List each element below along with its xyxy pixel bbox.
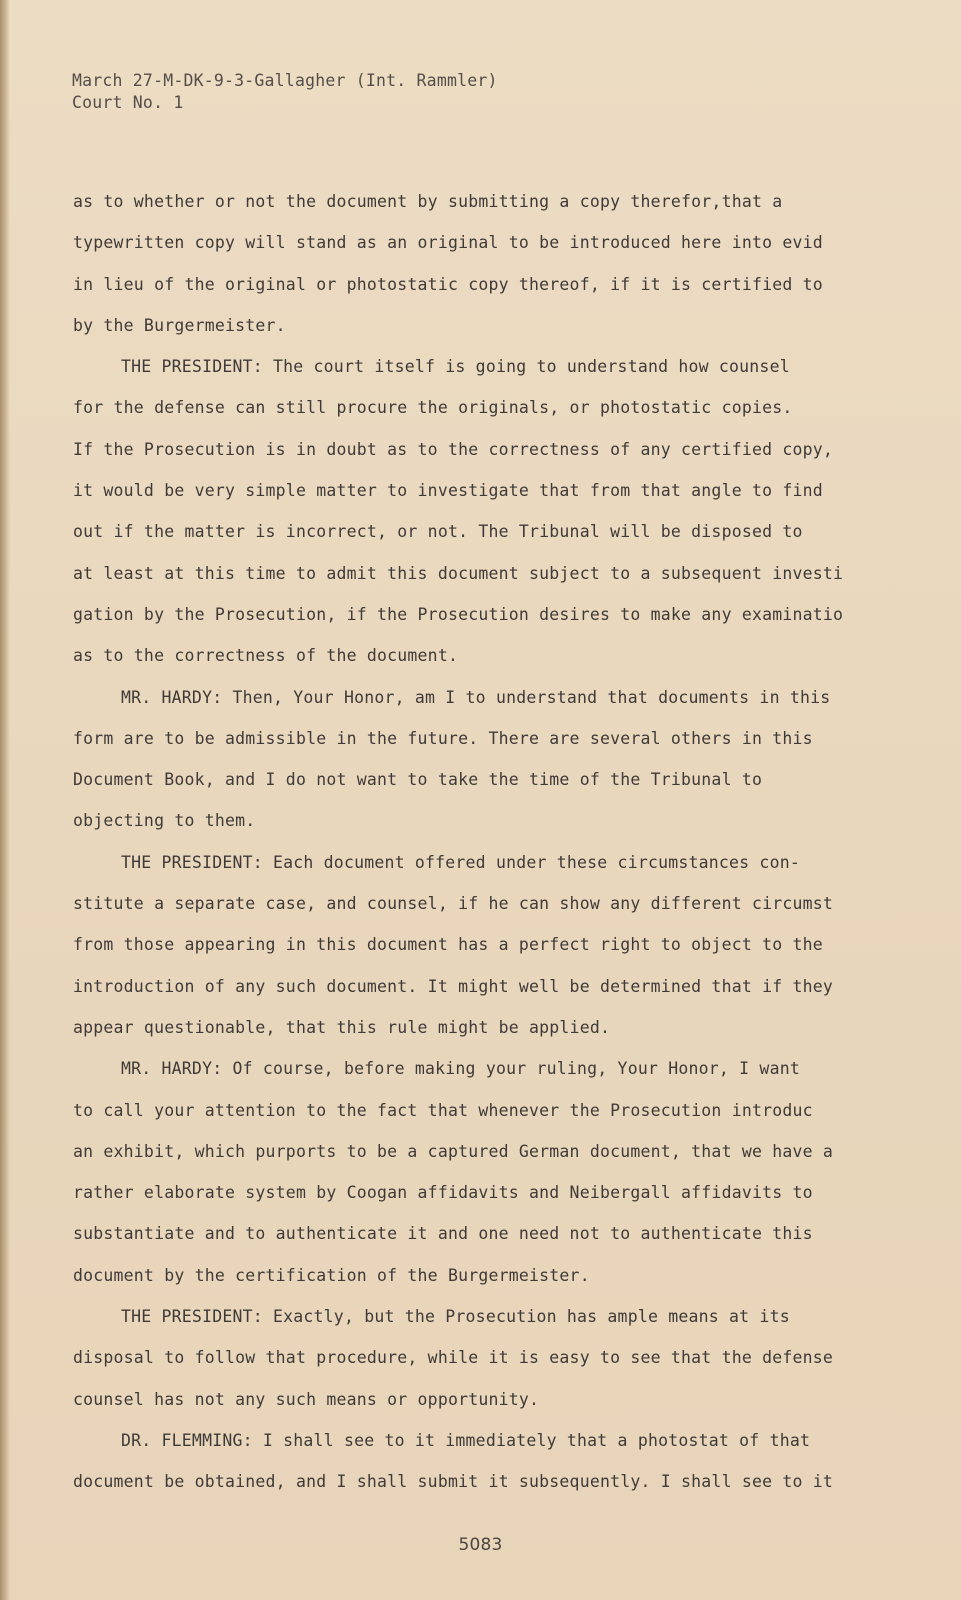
- transcript-line: MR. HARDY: Then, Your Honor, am I to understand that documents in this: [121, 687, 831, 707]
- transcript-line: for the defense can still procure the originals, or photostatic copies.: [73, 398, 793, 418]
- transcript-line: disposal to follow that procedure, while it is easy to see that the defense: [73, 1348, 834, 1368]
- transcript-line: as to the correctness of the document.: [73, 646, 459, 666]
- transcript-line: If the Prosecution is in doubt as to the correctness of any certified copy,: [73, 439, 834, 459]
- transcript-line: out if the matter is incorrect, or not. The Tribunal will be disposed to: [73, 522, 803, 542]
- transcript-line: Document Book, and I do not want to take the time of the Tribunal to: [73, 770, 763, 790]
- transcript-line: typewritten copy will stand as an original to be introduced here into evid: [73, 233, 823, 253]
- transcript-line: introduction of any such document. It might well be determined that if they: [73, 976, 834, 996]
- transcript-line: it would be very simple matter to investigate that from that angle to find: [73, 481, 823, 501]
- page-number: 5083: [458, 1535, 503, 1555]
- transcript-line: counsel has not any such means or opportunity.: [73, 1389, 540, 1409]
- transcript-line: gation by the Prosecution, if the Prosecution desires to make any examinatio: [73, 604, 844, 624]
- page-edge: [0, 0, 10, 1600]
- transcript-line: MR. HARDY: Of course, before making your ruling, Your Honor, I want: [121, 1059, 800, 1079]
- transcript-body: [73, 190, 873, 1512]
- transcript-line: stitute a separate case, and counsel, if he can show any different circumst: [73, 894, 834, 914]
- transcript-line: to call your attention to the fact that whenever the Prosecution introduc: [73, 1100, 813, 1120]
- transcript-line: in lieu of the original or photostatic copy thereof, if it is certified to: [73, 274, 823, 294]
- transcript-line: at least at this time to admit this document subject to a subsequent investi: [73, 563, 844, 583]
- transcript-line: appear questionable, that this rule might be applied.: [73, 1017, 611, 1037]
- transcript-line: from those appearing in this document has a perfect right to object to the: [73, 935, 823, 955]
- transcript-line: rather elaborate system by Coogan affidavits and Neibergall affidavits to: [73, 1183, 813, 1203]
- transcript-line: form are to be admissible in the future. There are several others in this: [73, 728, 813, 748]
- transcript-line: by the Burgermeister.: [73, 315, 286, 335]
- transcript-line: THE PRESIDENT: The court itself is going to understand how counsel: [121, 357, 790, 377]
- transcript-line: THE PRESIDENT: Exactly, but the Prosecution has ample means at its: [121, 1307, 790, 1327]
- header-session-line: March 27-M-DK-9-3-Gallagher (Int. Rammler): [72, 71, 498, 90]
- transcript-line: an exhibit, which purports to be a captured German document, that we have a: [73, 1141, 834, 1161]
- transcript-line: substantiate and to authenticate it and one need not to authenticate this: [73, 1224, 813, 1244]
- transcript-line: objecting to them.: [73, 811, 256, 831]
- transcript-line: THE PRESIDENT: Each document offered under these circumstances con-: [121, 852, 800, 872]
- transcript-line: DR. FLEMMING: I shall see to it immediately that a photostat of that: [121, 1430, 811, 1450]
- transcript-line: document by the certification of the Burgermeister.: [73, 1265, 590, 1285]
- header-court-line: Court No. 1: [72, 93, 184, 112]
- transcript-line: document be obtained, and I shall submit it subsequently. I shall see to it: [73, 1472, 834, 1492]
- transcript-line: as to whether or not the document by submitting a copy therefor,that a: [73, 192, 783, 211]
- document-header: [72, 70, 498, 114]
